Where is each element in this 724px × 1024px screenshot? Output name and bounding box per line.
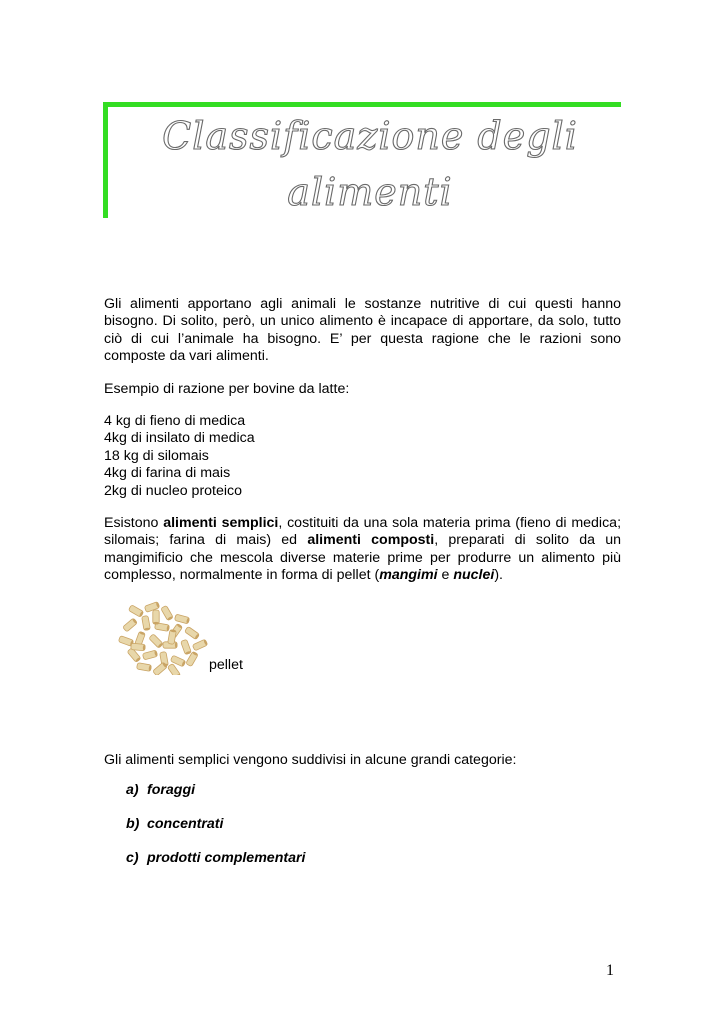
- pellet: [131, 643, 146, 651]
- ration-item: 4kg di insilato di medica: [104, 430, 255, 447]
- types-text: ).: [494, 567, 503, 584]
- intro-paragraph: Gli alimenti apportano agli animali le sostanze nutritive di cui questi hanno bisogno. Di solito, però, un unico alimento è incapace di apportare, da solo, tutto ciò di cui l’animale ha bisogno. E’ per questa ragione che le razioni sono composte da vari alimenti.: [104, 296, 621, 365]
- category-marker: a): [126, 782, 139, 798]
- page-number: 1: [606, 962, 614, 979]
- category-marker: b): [126, 816, 140, 832]
- page-title-line-1: Classificazione degli: [162, 114, 578, 158]
- pellet: [153, 610, 159, 625]
- categories-intro: Gli alimenti semplici vengono suddivisi in alcune grandi categorie:: [104, 752, 517, 768]
- types-text: Esistono: [104, 515, 164, 531]
- category-label: concentrati: [147, 816, 224, 832]
- pellet-caption: pellet: [209, 657, 243, 673]
- term-simple-feeds: alimenti semplici: [163, 515, 279, 531]
- pellet: [184, 626, 200, 640]
- ration-item: 4kg di farina di mais: [104, 465, 231, 482]
- title-frame-left-border: [103, 102, 108, 218]
- category-label: prodotti complementari: [147, 850, 306, 866]
- category-label: foraggi: [147, 782, 196, 798]
- ration-list: [104, 413, 621, 500]
- term-compound-feeds: alimenti composti: [307, 532, 435, 549]
- pellet: [174, 614, 190, 624]
- category-item: [126, 816, 223, 833]
- pellet: [137, 663, 152, 672]
- pellet: [142, 650, 158, 660]
- category-item: [126, 782, 195, 799]
- page-title: [120, 108, 620, 220]
- ration-item: 18 kg di silomais: [104, 447, 209, 464]
- term-nuclei: nuclei: [453, 567, 495, 584]
- pellet: [181, 639, 192, 655]
- pellet: [142, 616, 151, 631]
- pellet: [149, 634, 164, 649]
- pellet: [123, 618, 138, 632]
- category-item: [126, 850, 305, 867]
- types-text: , preparati di solito da un mangimificio che mescola diverse materie prime per produrre un alimento più complesso, normalmente in forma di pellet (: [104, 532, 622, 584]
- category-marker: c): [126, 850, 139, 866]
- types-text: , costituiti da una sola materia prima (fieno di medica; silomais; farina di mais) ed: [104, 515, 622, 549]
- ration-item: 2kg di nucleo proteico: [104, 482, 243, 499]
- title-frame-top-border: [103, 102, 621, 107]
- term-mangimi: mangimi: [379, 567, 438, 584]
- types-text: e: [437, 567, 454, 584]
- page-title-line-2: alimenti: [287, 170, 453, 214]
- feed-types-paragraph: [104, 515, 621, 585]
- example-heading: Esempio di razione per bovine da latte:: [104, 381, 350, 397]
- pellet: [128, 605, 144, 618]
- ration-item: 4 kg di fieno di medica: [104, 413, 246, 429]
- pellet: [192, 639, 208, 651]
- pellet: [161, 605, 174, 621]
- pellet-image: [112, 597, 208, 675]
- pellet-group: [118, 601, 208, 675]
